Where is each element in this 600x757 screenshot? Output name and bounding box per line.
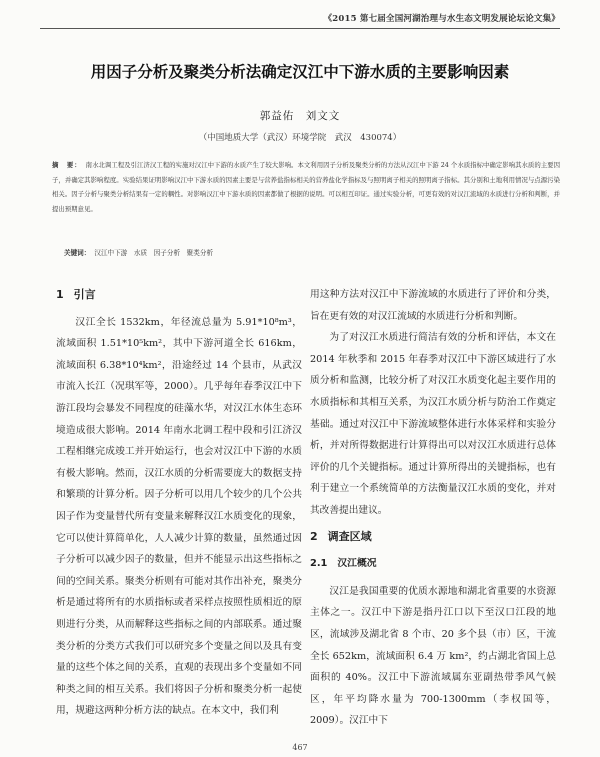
section-title: 引言 — [73, 288, 96, 301]
abstract-label: 摘 要： — [52, 161, 82, 169]
keywords — [64, 247, 560, 257]
header-rule — [40, 28, 560, 29]
abstract-text: 南水北调工程及引江济汉工程的实施对汉江中下游的水质产生了较大影响。本文利用因子分析及聚类分析的方法从汉江中下游 24 个水质指标中确定影响其水质的主要因子，并确定其影响程度。实验结果证明影响汉江中下游水质的因素主要是与营养盐指标相关的营养盐化学指标及与照明离子相关的照明离子指标。其分别和土地利用情况与点源污染相关。因子分析与聚类分析结果有一定的耦性。对影响汉江中下游水质的因素都做了根据的说明。可以相互印证。通过实验分析，可更有效的对汉江流域的水质进行分析和判断，并提出预期意见。 — [52, 161, 560, 213]
section-heading-1 — [56, 284, 302, 306]
left-column — [56, 280, 302, 722]
keywords-text: 汉江中下游 水质 因子分析 聚类分析 — [94, 249, 214, 257]
paragraph: 汉江是我国重要的优质水源地和湖北省重要的水资源主体之一。汉江中下游是指丹江口以下至汉口江段的地区，流域涉及湖北省 8 个市、20 多个县（市）区，干流全长 652km，流域面积 6.4 万 km²，约占湖北省国上总面积的 40%。汉江中下游流域属东亚副热带季风气候区，年平均降水量为 700-1300mm（李权国等，2009）。汉江中下 — [310, 585, 556, 727]
section-number: 1 — [56, 288, 64, 301]
subsection-title: 汉江概况 — [337, 558, 377, 570]
paragraph: 汉江全长 1532km，年径流总量为 5.91*10⁸m³，流域面积 1.51*10⁵km²，其中下游河道全长 616km，流域面积 6.38*10⁴km²，沿途经过 14 个县市，从武汉市流入长江（况琪军等，2000）。几乎每年春季汉江中下游江段均会暴发不同程度的硅藻水华，对汉江水体生态环境造成很大影响。2014 年南水北调工程中段和引江济汉工程相继完成竣工并开始运行，也会对汉江中下游的水质有极大影响。然而，汉江水质的分析需要庞大的数据支持和繁琐的计算分析。因子分析可以用几个较少的几个公共因子作为变量替代所有变量来解释汉江水质变化的现象，它可以使计算简单化，人人减少计算的数量，虽然通过因子分析可以减少因子的数量，但并不能显示出这些指标之间的空间关系。聚类分析则有可能对其作出补充，聚类分析是通过将所有的水质指标或者采样点按照性质相近的原则进行分类，从而解释这些指标之间的内部联系。通过聚类分析的分类方式我们可以研究多个变量之间以及具有变量的这些个体之间的关系，直观的表现出多个变量如不同种类之间的相互关系。我们将因子分析和聚类分析一起使用，规避这两种分析方法的缺点。在本文中，我们利 — [56, 316, 302, 717]
subsection-number: 2.1 — [310, 558, 328, 570]
paragraph: 为了对汉江水质进行简洁有效的分析和评估，本文在 2014 年秋季和 2015 年春季对汉江中下游区域进行了水质分析和监测，比较分析了对汉江水质变化起主要作用的水质指标和其相互关系，为汉江水质分析与防治工作奠定基础。通过对汉江中下游流域整体进行水体采样和实验分析，并对所得数据进行计算得出可以对汉江水质进行总体评价的几个关键指标。通过计算所得出的关键指标，也有利于建立一个系统简单的方法衡量汉江水质的变化，并对其改善提出建议。 — [310, 332, 556, 516]
page-number: 467 — [292, 743, 308, 752]
paragraph-continued: 用这种方法对汉江中下游流域的水质进行了评价和分类，旨在更有效的对汉江流域的水质进行分析和判断。 — [310, 289, 556, 322]
running-head: 《2015 第七届全国河湖治理与水生态文明发展论坛论文集》 — [323, 14, 560, 24]
section-heading-2 — [310, 526, 556, 548]
right-column — [310, 284, 556, 732]
abstract — [52, 158, 560, 216]
section-title: 调查区域 — [327, 529, 372, 543]
affiliation: （中国地质大学（武汉）环境学院 武汉 430074） — [198, 133, 402, 143]
keywords-label: 关键词： — [64, 249, 91, 257]
section-number: 2 — [310, 529, 318, 543]
subsection-heading — [310, 553, 556, 575]
paper-title: 用因子分析及聚类分析法确定汉江中下游水质的主要影响因素 — [90, 63, 510, 81]
authors: 郭益佑 刘文文 — [259, 110, 341, 122]
